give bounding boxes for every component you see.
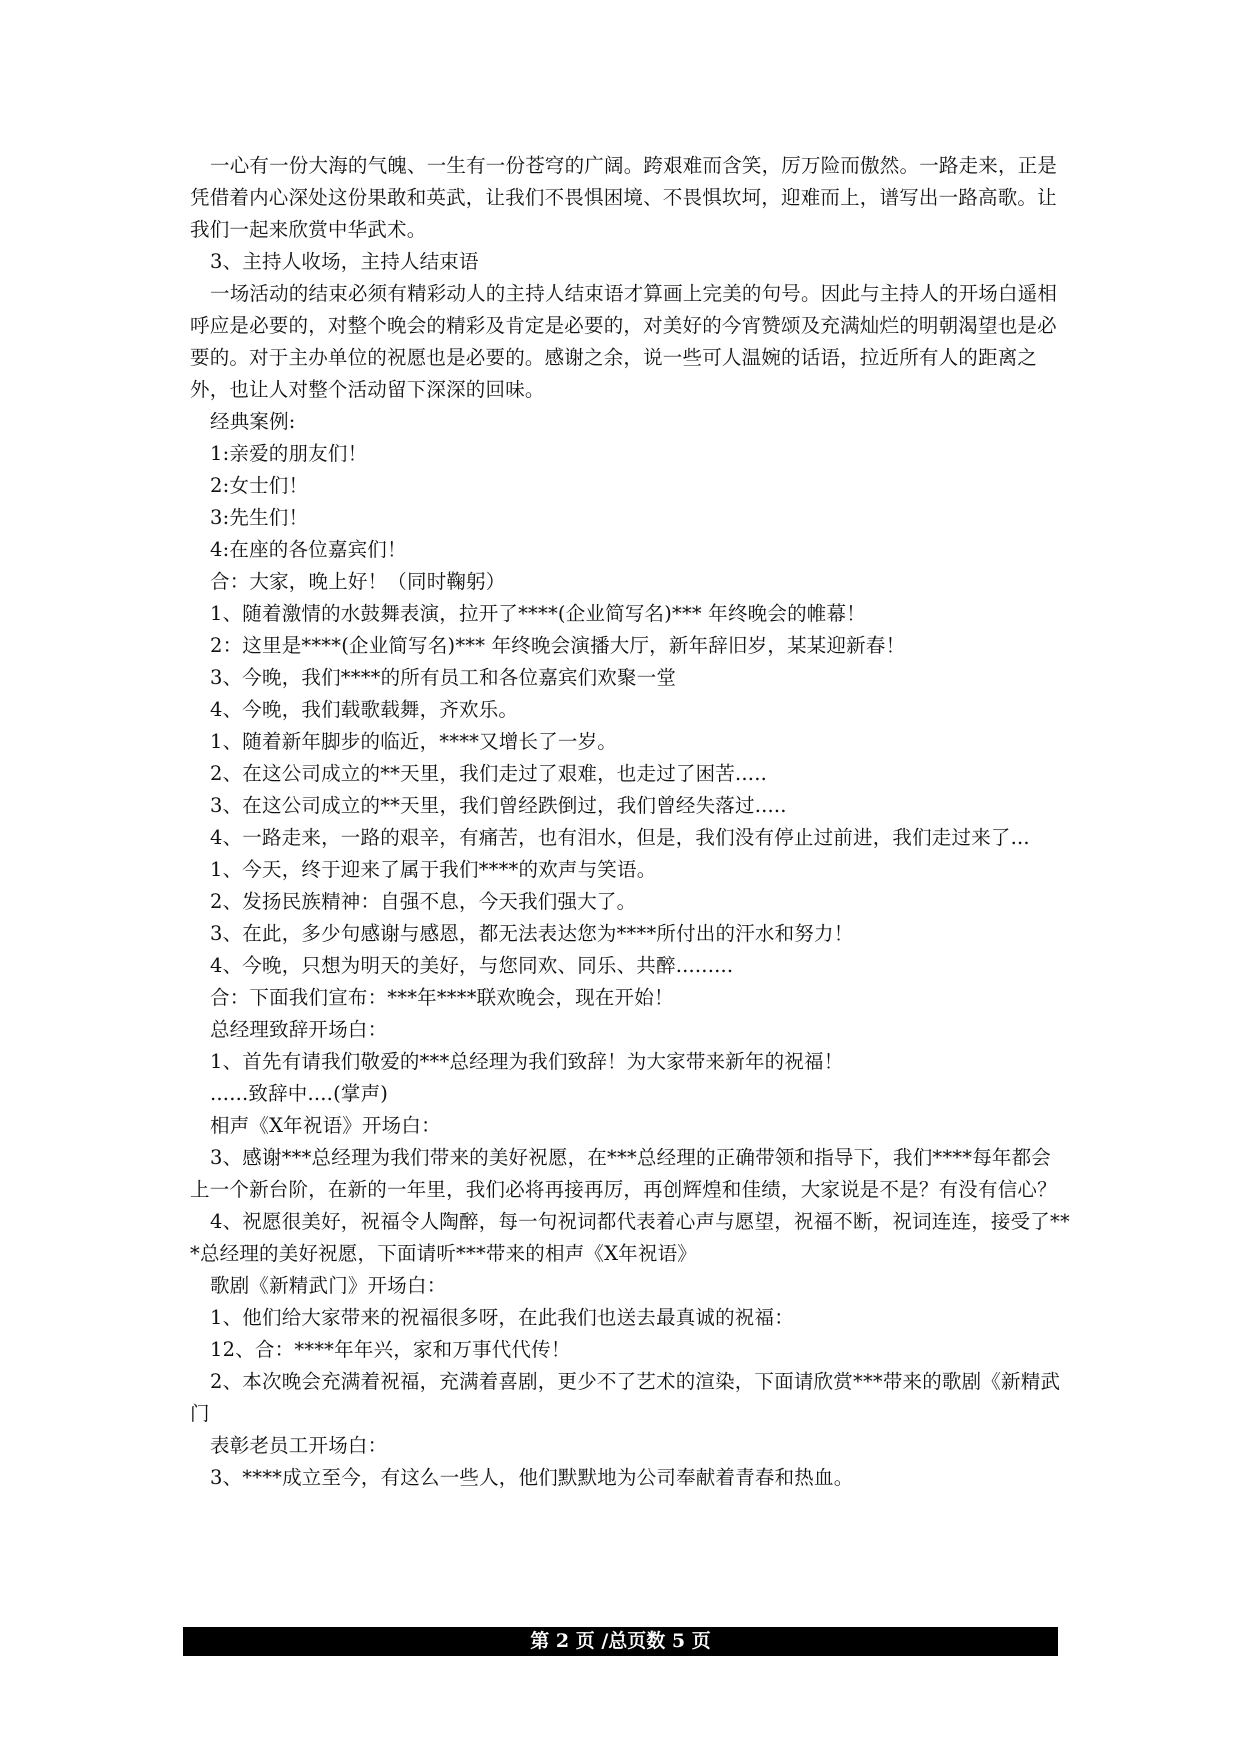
paragraph: 4:在座的各位嘉宾们！ [210, 538, 407, 561]
paragraph: ......致辞中....(掌声) [210, 1082, 389, 1105]
paragraph: 1、今天，终于迎来了属于我们****的欢声与笑语。 [210, 858, 657, 881]
paragraph: 3、在这公司成立的**天里，我们曾经跌倒过，我们曾经失落过..... [210, 794, 787, 817]
page-number-label: 第 2 页 /总页数 5 页 [530, 1630, 711, 1652]
paragraph: 2、发扬民族精神：自强不息，今天我们强大了。 [210, 890, 637, 913]
paragraph: 1、他们给大家带来的祝福很多呀，在此我们也送去最真诚的祝福： [210, 1306, 794, 1329]
paragraph: 3、感谢***总经理为我们带来的美好祝愿，在***总经理的正确带领和指导下，我们****每年都会上一个新台阶，在新的一年里，我们必将再接再厉，再创辉煌和佳绩，大家说是不是？有没有信心？ [190, 1146, 1057, 1201]
page-footer [183, 1627, 1058, 1656]
paragraph: 2:女士们！ [210, 474, 309, 497]
paragraph: 3、****成立至今，有这么一些人，他们默默地为公司奉献着青春和热血。 [210, 1466, 854, 1489]
paragraph: 3、在此，多少句感谢与感恩，都无法表达您为****所付出的汗水和努力！ [210, 922, 854, 945]
paragraph: 1、首先有请我们敬爱的***总经理为我们致辞！为大家带来新年的祝福！ [210, 1050, 844, 1073]
paragraph: 2：这里是****(企业简写名)*** 年终晚会演播大厅，新年辞旧岁，某某迎新春！ [210, 634, 906, 657]
paragraph: 合：下面我们宣布：***年****联欢晚会，现在开始！ [210, 986, 674, 1009]
paragraph: 4、一路走来，一路的艰辛，有痛苦，也有泪水，但是，我们没有停止过前进，我们走过来了... [210, 826, 1030, 849]
paragraph: 3、主持人收场，主持人结束语 [210, 250, 479, 273]
paragraph: 4、今晚，我们载歌载舞，齐欢乐。 [210, 698, 519, 721]
paragraph: 3、今晚，我们****的所有员工和各位嘉宾们欢聚一堂 [210, 666, 677, 689]
paragraph: 12、合：****年年兴，家和万事代代传！ [210, 1338, 571, 1361]
paragraph: 4、祝愿很美好，祝福令人陶醉，每一句祝词都代表着心声与愿望，祝福不断，祝词连连，接受了***总经理的美好祝愿，下面请听***带来的相声《X年祝语》 [190, 1210, 1070, 1265]
paragraph: 一场活动的结束必须有精彩动人的主持人结束语才算画上完美的句号。因此与主持人的开场白遥相呼应是必要的，对整个晚会的精彩及肯定是必要的，对美好的今宵赞颂及充满灿烂的明朝渴望也是必要的。对于主办单位的祝愿也是必要的。感谢之余，说一些可人温婉的话语，拉近所有人的距离之外，也让人对整个活动留下深深的回味。 [190, 282, 1058, 401]
paragraph: 2、本次晚会充满着祝福，充满着喜剧，更少不了艺术的渲染，下面请欣赏***带来的歌剧《新精武门 [190, 1370, 1061, 1425]
paragraph: 合：大家，晚上好！（同时鞠躬） [210, 570, 506, 593]
paragraph: 1:亲爱的朋友们！ [210, 442, 368, 465]
paragraph: 4、今晚，只想为明天的美好，与您同欢、同乐、共醉......... [210, 954, 734, 977]
paragraph: 歌剧《新精武门》开场白： [210, 1274, 447, 1297]
paragraph: 2、在这公司成立的**天里，我们走过了艰难，也走过了困苦..... [210, 762, 767, 785]
paragraph: 一心有一份大海的气魄、一生有一份苍穹的广阔。跨艰难而含笑，厉万险而傲然。一路走来，正是凭借着内心深处这份果敢和英武，让我们不畏惧困境、不畏惧坎坷，迎难而上，谱写出一路高歌。让我们一起来欣赏中华武术。 [190, 154, 1058, 241]
document-body [190, 150, 1070, 1494]
paragraph: 1、随着激情的水鼓舞表演，拉开了****(企业简写名)*** 年终晚会的帷幕！ [210, 602, 866, 625]
paragraph: 总经理致辞开场白： [210, 1018, 388, 1041]
paragraph: 3:先生们！ [210, 506, 309, 529]
paragraph: 相声《X年祝语》开场白： [210, 1114, 441, 1137]
paragraph: 经典案例: [210, 410, 296, 433]
paragraph: 1、随着新年脚步的临近，****又增长了一岁。 [210, 730, 618, 753]
paragraph: 表彰老员工开场白： [210, 1434, 388, 1457]
